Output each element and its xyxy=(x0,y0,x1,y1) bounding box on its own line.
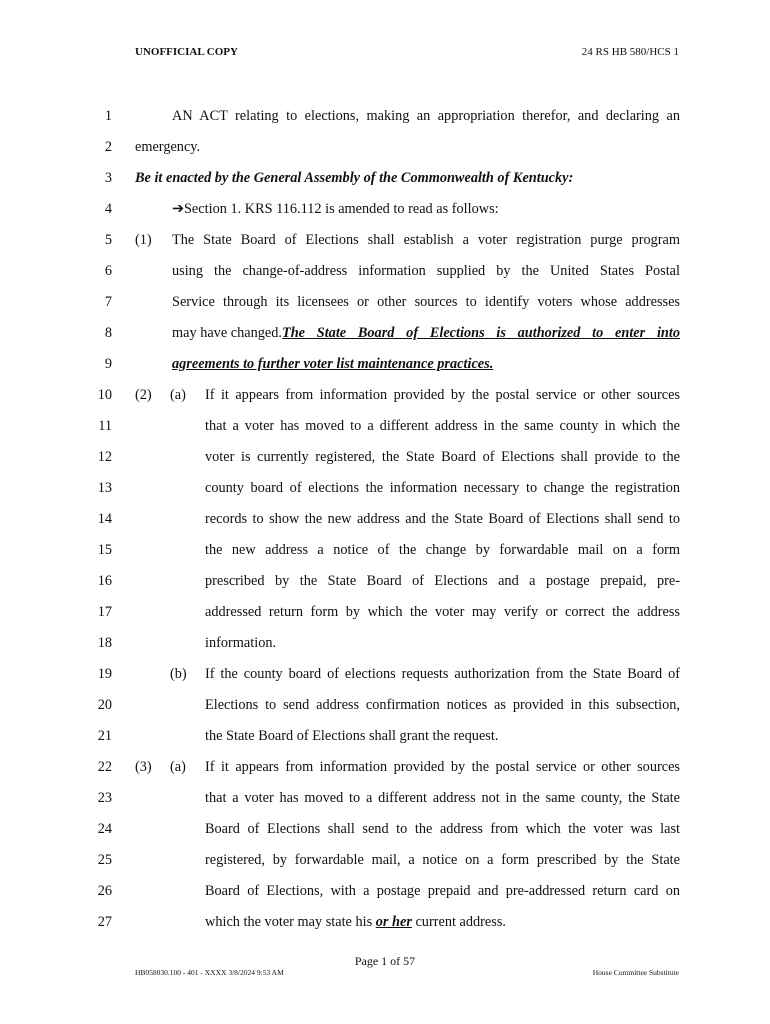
line-17 xyxy=(0,602,770,622)
subsection-marker: (2) xyxy=(135,387,152,403)
line-19 xyxy=(0,664,770,684)
statute-text: county board of elections the information necessary to change the registration xyxy=(205,480,680,496)
line-13 xyxy=(0,478,770,498)
statute-text: using the change-of-address information supplied by the United States Postal xyxy=(172,263,680,279)
line-25 xyxy=(0,850,770,870)
line-number: 12 xyxy=(97,449,112,465)
line-23 xyxy=(0,788,770,808)
line-number: 27 xyxy=(97,914,112,930)
header-unofficial-copy: UNOFFICIAL COPY xyxy=(135,46,238,58)
line-number: 7 xyxy=(104,294,112,310)
line-number: 9 xyxy=(104,356,112,372)
statute-text: The State Board of Elections shall establish a voter registration purge program xyxy=(172,232,680,248)
statute-text: information. xyxy=(205,635,277,651)
line-11 xyxy=(0,416,770,436)
line-22 xyxy=(0,757,770,777)
statute-text: that a voter has moved to a different address not in the same county, the State xyxy=(205,790,680,806)
line-number: 22 xyxy=(97,759,112,775)
line-5 xyxy=(0,230,770,250)
line-15 xyxy=(0,540,770,560)
line-number: 19 xyxy=(97,666,112,682)
line-number: 25 xyxy=(97,852,112,868)
line-21 xyxy=(0,726,770,746)
line-14 xyxy=(0,509,770,529)
statute-text: If the county board of elections requests authorization from the State Board of xyxy=(205,666,680,682)
footer-substitute-label: House Committee Substitute xyxy=(592,968,679,977)
line-20 xyxy=(0,695,770,715)
section-heading: ➔Section 1. KRS 116.112 is amended to read as follows: xyxy=(172,201,499,217)
line-1 xyxy=(0,106,770,126)
paragraph-marker: (a) xyxy=(170,759,186,775)
line-4 xyxy=(0,199,770,219)
statute-text: If it appears from information provided by the postal service or other sources xyxy=(205,387,680,403)
line-2 xyxy=(0,137,770,157)
subsection-marker: (1) xyxy=(135,232,152,248)
line-10 xyxy=(0,385,770,405)
subsection-marker: (3) xyxy=(135,759,152,775)
line-number: 8 xyxy=(104,325,112,341)
footer-document-id: HB058030.100 - 401 - XXXX 3/8/2024 9:53 AM xyxy=(135,968,284,977)
line-number: 1 xyxy=(104,108,112,124)
statute-text: Service through its licensees or other sources to identify voters whose addresses xyxy=(172,294,680,310)
inserted-text: agreements to further voter list maintenance practices. xyxy=(172,356,494,372)
line-9 xyxy=(0,354,770,374)
line-6 xyxy=(0,261,770,281)
line-number: 3 xyxy=(104,170,112,186)
line-26 xyxy=(0,881,770,901)
line-7 xyxy=(0,292,770,312)
statute-text: Board of Elections shall send to the address from which the voter was last xyxy=(205,821,680,837)
line-number: 17 xyxy=(97,604,112,620)
paragraph-marker: (b) xyxy=(170,666,187,682)
line-number: 5 xyxy=(104,232,112,248)
statute-text: which the voter may state his or her current address. xyxy=(205,914,506,930)
line-number: 18 xyxy=(97,635,112,651)
line-number: 16 xyxy=(97,573,112,589)
line-number: 11 xyxy=(98,418,112,434)
statute-text: registered, by forwardable mail, a notice on a form prescribed by the State xyxy=(205,852,680,868)
line-number: 10 xyxy=(97,387,112,403)
line-number: 6 xyxy=(104,263,112,279)
line-27 xyxy=(0,912,770,932)
statute-text: addressed return form by which the voter may verify or correct the address xyxy=(205,604,680,620)
enacting-clause: Be it enacted by the General Assembly of the Commonwealth of Kentucky: xyxy=(135,170,574,186)
line-16 xyxy=(0,571,770,591)
line-number: 20 xyxy=(97,697,112,713)
inserted-text: The State Board of Elections is authorized to enter into xyxy=(281,325,680,341)
statute-text: Elections to send address confirmation notices as provided in this subsection, xyxy=(205,697,680,713)
statute-text: the State Board of Elections shall grant the request. xyxy=(205,728,499,744)
line-8 xyxy=(0,323,770,343)
line-number: 4 xyxy=(104,201,112,217)
line-number: 24 xyxy=(97,821,112,837)
line-number: 2 xyxy=(104,139,112,155)
line-number: 23 xyxy=(97,790,112,806)
line-12 xyxy=(0,447,770,467)
paragraph-marker: (a) xyxy=(170,387,186,403)
line-3 xyxy=(0,168,770,188)
line-18 xyxy=(0,633,770,653)
line-number: 21 xyxy=(97,728,112,744)
statute-text: voter is currently registered, the State Board of Elections shall provide to the xyxy=(205,449,680,465)
statute-text: prescribed by the State Board of Elections and a postage prepaid, pre- xyxy=(205,573,680,589)
statute-text: the new address a notice of the change by forwardable mail on a form xyxy=(205,542,680,558)
statute-text: Board of Elections, with a postage prepaid and pre-addressed return card on xyxy=(205,883,680,899)
line-number: 13 xyxy=(97,480,112,496)
title-text: AN ACT relating to elections, making an appropriation therefor, and declaring an xyxy=(172,108,680,124)
statute-text: records to show the new address and the State Board of Elections shall send to xyxy=(205,511,680,527)
statute-text: that a voter has moved to a different address in the same county in which the xyxy=(205,418,680,434)
statute-text: may have changed. The State Board of Elections is authorized to enter into xyxy=(172,325,680,341)
line-number: 15 xyxy=(97,542,112,558)
arrow-icon: ➔ xyxy=(172,201,184,217)
inserted-text: or her xyxy=(375,914,412,930)
page-number: Page 1 of 57 xyxy=(354,954,416,968)
line-number: 26 xyxy=(97,883,112,899)
statute-text: If it appears from information provided by the postal service or other sources xyxy=(205,759,680,775)
line-24 xyxy=(0,819,770,839)
line-number: 14 xyxy=(97,511,112,527)
header-bill-number: 24 RS HB 580/HCS 1 xyxy=(581,46,679,58)
title-text: emergency. xyxy=(135,139,201,155)
